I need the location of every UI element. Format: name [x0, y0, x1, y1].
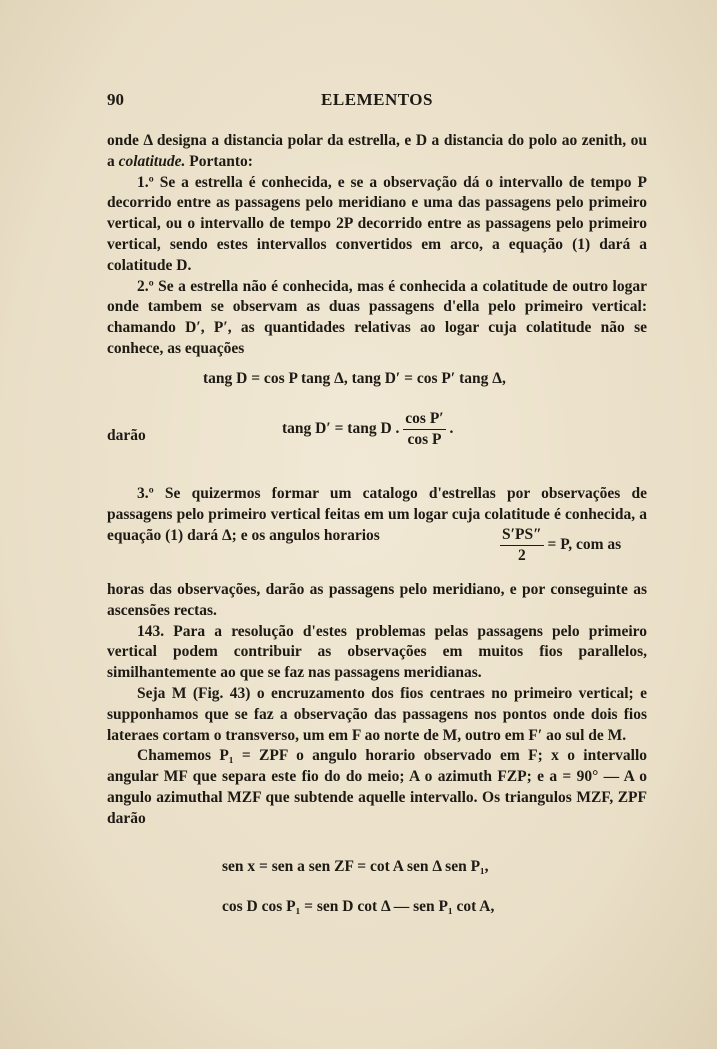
page-title: ELEMENTOS — [321, 90, 433, 109]
equation-2: tang D′ = tang D . $\frac{\text{cos P′}}{\text{cos P}}$ . — [282, 410, 454, 448]
equation-4: cos D cos P₁ = sen D cot Δ — sen P₁ cot A, — [222, 898, 495, 915]
paragraph-7: Seja M (Fig. 43) o encruzamento dos fios centraes no primeiro vertical; e supponhamos que se faz a observação das passagens nos pontos onde dois fios lateraes cortam o transverso, um em F ao norte de M, outro em F′ ao sul de M. — [107, 684, 647, 744]
paragraph-5: horas das observações, darão as passagens pelo meridiano, e por conseguinte as ascensões rectas. — [107, 581, 647, 619]
paragraph-6: 143. Para a resolução d'estes problemas pelas passagens pelo primeiro vertical podem contribuir as observações em muitos fios parallelos, similhantemente ao que se faz nas passagens meridianas. — [107, 622, 647, 682]
text-block-3 — [107, 580, 647, 830]
equation-3: sen x = sen a sen ZF = cot A sen Δ sen P₁, — [222, 858, 489, 875]
page-number: 90 — [107, 90, 124, 109]
text-block-1 — [107, 131, 647, 360]
paragraph-2: 1.º Se a estrella é conhecida, e se a observação dá o intervallo de tempo P decorrido entre as passagens pelo meridiano e uma das passagens pelo primeiro vertical, ou o intervallo de tempo 2P decorrido entre as passagens pelo primeiro vertical, sendo estes intervallos convertidos em arco, a equação (1) dará a colatitude D. — [107, 173, 647, 274]
equation-1: tang D = cos P tang Δ, tang D′ = cos P′ tang Δ, — [203, 370, 506, 387]
fraction-cos: $\frac{\text{cos P′}}{\text{cos P}}$ — [405, 410, 444, 448]
hour-angle-fraction: $\frac{S'PS''}{2}$ = P, com as — [502, 526, 622, 564]
page-header — [107, 90, 647, 112]
paragraph-4: 3.º Se quizermos formar um catalogo d'estrellas por observações de passagens pelo primeiro vertical feitas em um logar cuja colatitude é conhecida, a equação (1) dará Δ; e os angulos horarios — [107, 485, 647, 544]
equation-2-label: darão — [107, 427, 146, 444]
paragraph-1: onde Δ designa a distancia polar da estrella, e D a distancia do polo ao zenith, ou a colatitude. Portanto: — [107, 132, 647, 170]
paragraph-8: Chamemos P₁ = ZPF o angulo horario observado em F; x o intervallo angular MF que separa este fio do do meio; A o azimuth FZP; e a = 90° — A o angulo azimuthal MZF que subtende aquelle intervallo. Os triangulos MZF, ZPF darão — [107, 747, 647, 827]
paragraph-3: 2.º Se a estrella não é conhecida, mas é conhecida a colatitude de outro logar onde tambem se observam as duas passagens d'ella pelo primeiro vertical: chamando D′, P′, as quantidades relativas ao logar cuja colatitude não se conhece, as equações — [107, 277, 647, 357]
